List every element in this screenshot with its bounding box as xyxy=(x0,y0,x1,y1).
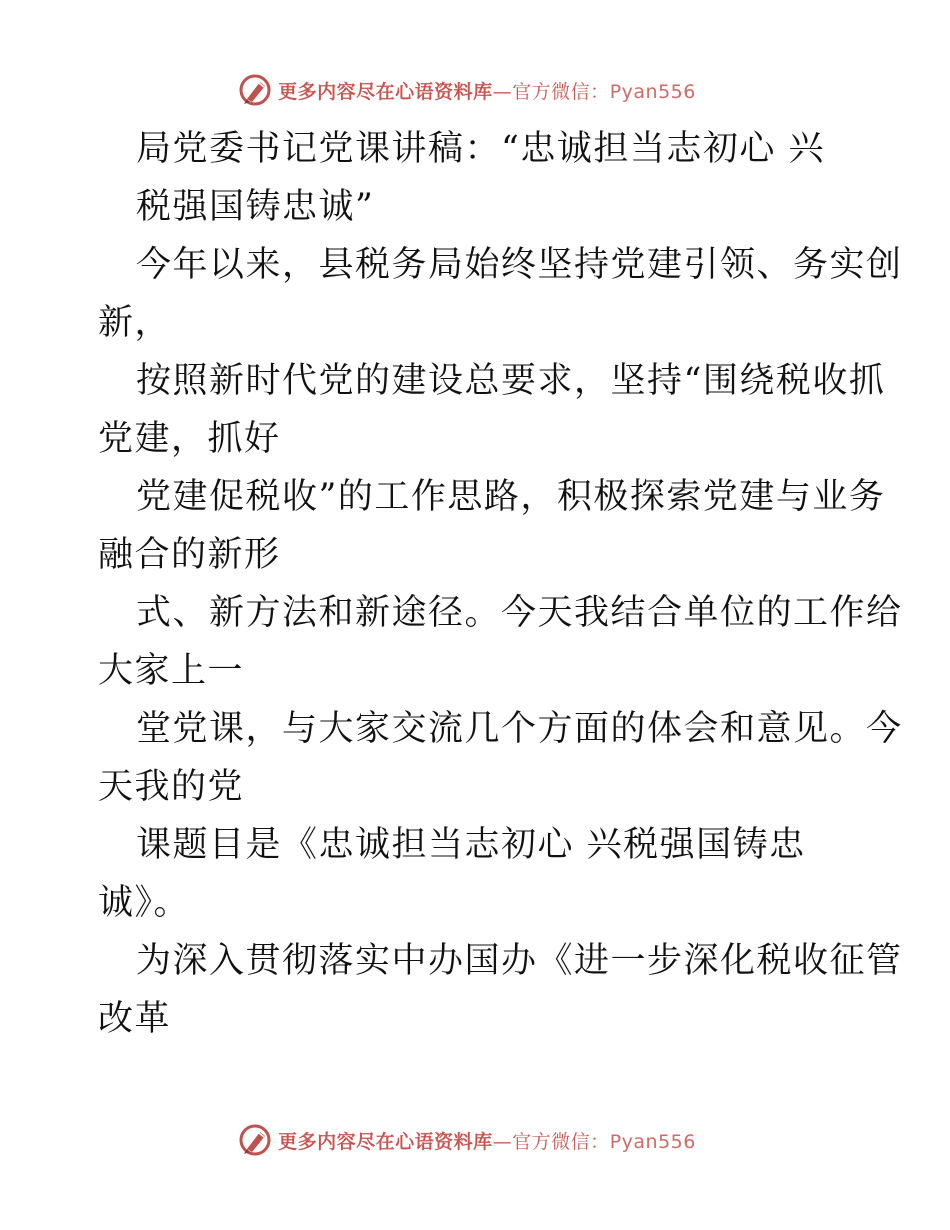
watermark-text xyxy=(278,1127,696,1154)
paragraph-line: 按照新时代党的建设总要求，坚持“围绕税收抓 xyxy=(136,361,886,401)
watermark-text xyxy=(278,77,696,104)
paragraph-line: 式、新方法和新途径。今天我结合单位的工作给 xyxy=(136,593,903,633)
watermark-wechat-label: —官方微信： xyxy=(492,1130,610,1153)
paragraph-line: 融合的新形 xyxy=(98,535,281,575)
paragraph-line: 诚》。 xyxy=(98,883,191,923)
paragraph-line: 课题目是《忠诚担当志初心 兴税强国铸忠 xyxy=(136,825,806,865)
paragraph-line: 为深入贯彻落实中办国办《进一步深化税收征管 xyxy=(136,941,903,981)
paragraph-line: 堂党课，与大家交流几个方面的体会和意见。今 xyxy=(136,709,903,749)
paragraph-line: 改革 xyxy=(98,999,172,1039)
header-watermark-banner xyxy=(0,70,950,110)
paragraph-line: 党建，抓好 xyxy=(98,419,281,459)
doc-title-line-2: 税强国铸忠诚” xyxy=(136,187,375,227)
watermark-wechat-id: Pyan556 xyxy=(609,80,696,103)
paragraph-line: 天我的党 xyxy=(98,767,245,807)
footer-watermark-banner xyxy=(0,1120,950,1160)
pen-in-circle-logo-icon xyxy=(238,73,272,107)
document-body xyxy=(98,120,903,1048)
paragraph-line: 党建促税收”的工作思路，积极探索党建与业务 xyxy=(136,477,886,517)
watermark-site-name: 更多内容尽在心语资料库 xyxy=(278,80,493,103)
paragraph-line: 今年以来，县税务局始终坚持党建引领、务实创 xyxy=(136,245,903,285)
paragraph-line: 大家上一 xyxy=(98,651,245,691)
paragraph-line: 新， xyxy=(98,303,172,343)
watermark-site-name: 更多内容尽在心语资料库 xyxy=(278,1130,493,1153)
watermark-wechat-id: Pyan556 xyxy=(609,1130,696,1153)
doc-title-line-1: 局党委书记党课讲稿：“忠诚担当志初心 兴 xyxy=(136,129,826,169)
watermark-wechat-label: —官方微信： xyxy=(492,80,610,103)
header-watermark xyxy=(238,73,696,107)
pen-in-circle-logo-icon xyxy=(238,1123,272,1157)
footer-watermark xyxy=(238,1123,696,1157)
